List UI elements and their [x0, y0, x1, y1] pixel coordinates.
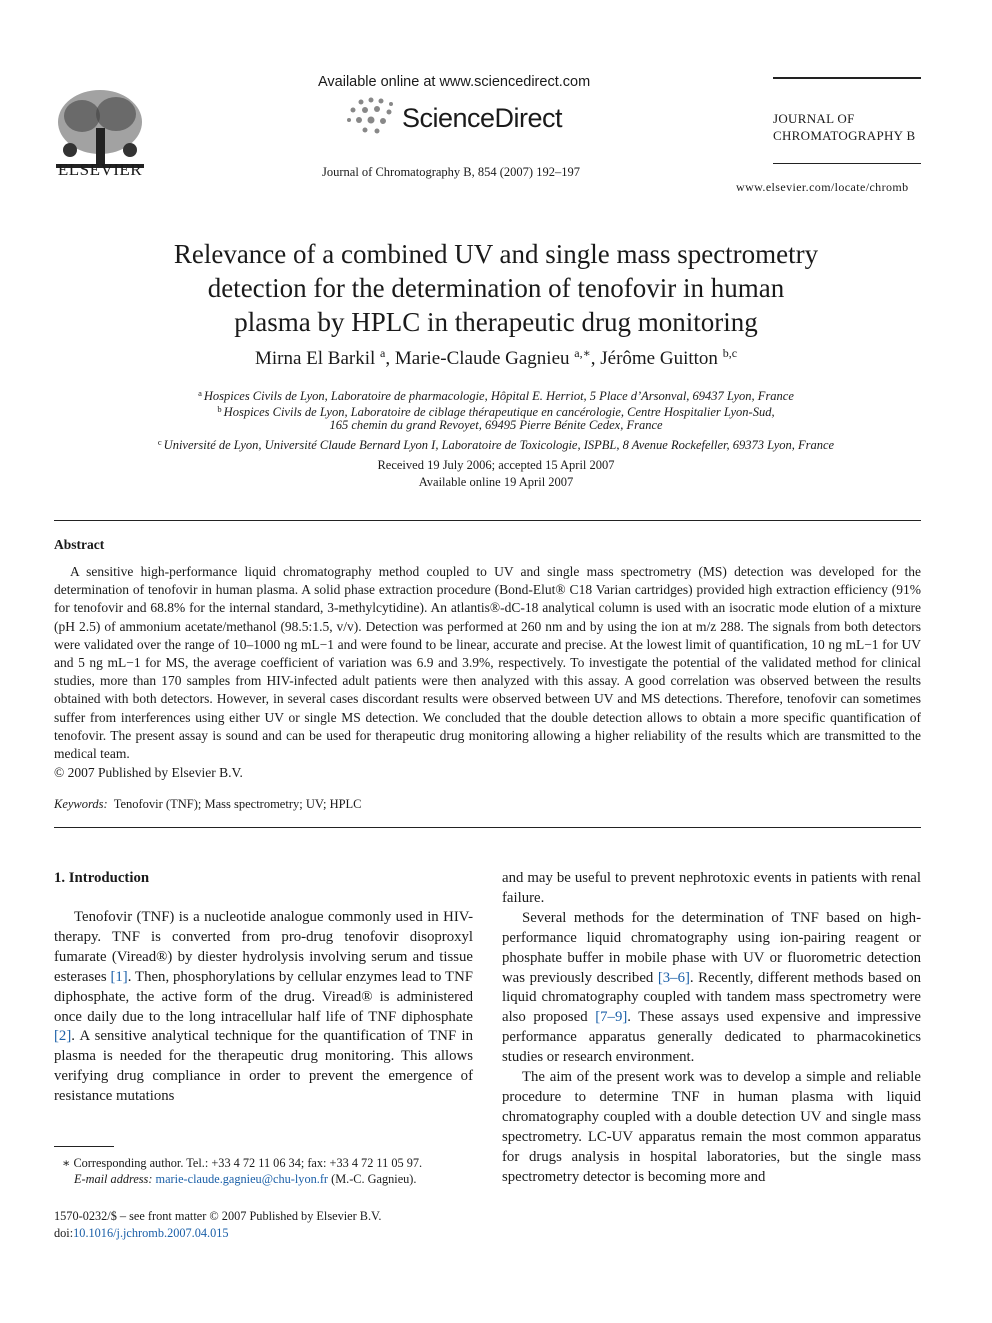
left-column [54, 908, 473, 1107]
section-heading-introduction: 1. Introduction [54, 870, 150, 886]
footnote-corresponding: Corresponding author. Tel.: +33 4 72 11 06 34; fax: +33 4 72 11 05 97. [73, 1156, 423, 1170]
author-affil-sup[interactable]: b,c [722, 346, 738, 360]
title-line2: detection for the determination of tenofovir in human [207, 273, 785, 303]
author-name[interactable]: Marie-Claude Gagnieu [394, 348, 570, 369]
journal-title [773, 110, 915, 144]
journal-citation: Journal of Chromatography B, 854 (2007) 192–197 [322, 165, 580, 179]
affiliation-label: b [217, 404, 222, 414]
affiliation-text: Hospices Civils de Lyon, Laboratoire de pharmacologie, Hôpital E. Herriot, 5 Place d’Arsonval, 69437 Lyon, France [203, 389, 794, 403]
right-column [502, 869, 921, 1188]
journal-rule-top [773, 77, 921, 79]
email-link[interactable]: marie-claude.gagnieu@chu-lyon.fr [155, 1172, 329, 1186]
email-suffix: (M.-C. Gagnieu). [331, 1172, 417, 1186]
title-line1: Relevance of a combined UV and single mass spectrometry [173, 239, 819, 269]
abstract-text: A sensitive high-performance liquid chromatography method coupled to UV and single mass spectrometry (MS) detection was developed for the determination of tenofovir in human plasma. A solid phase extraction procedure (Bond-Elut® C18 Varian cartridges) provided high extraction efficiency (91% for tenofovir and 68.8% for the internal standard, 3-methylcytidine). An atlantis®-dC-18 analytical column is used with an isocratic mode elution of a mixture (pH 2.5) of ammonium acetate/methanol (98.5:1.5, v/v). Detection was performed at 260 nm and by using the ion at m/z 288. The signals from both detectors were validated over the range of 10–1000 ng mL−1 and were found to be linear, accurate and precise. At the lowest limit of quantification, 10 ng mL−1 for UV and 5 ng mL−1 for MS, the average coefficient of variation was 6.9 and 3.9%, respectively. To investigate the potential of the validated method for clinical studies, more than 170 samples from HIV-infected adult patients were then analyzed with this assay. A good correlation was observed between the results obtained with both detectors. However, in several cases discordant results were observed between UV and MS detections. Therefore, tenofovir can sometimes suffer from interferences using either UV or single MS detection. We concluded that the double detection allows to obtain a more specific quantification of tenofovir. The present assay is sound and can be used for therapeutic drug monitoring allowing a higher reliability of the results which are transmitted to the medical team. [54, 564, 921, 762]
affiliation-label: a [198, 388, 202, 398]
journal-title-line1: JOURNAL OF [773, 111, 855, 126]
sciencedirect-wordmark: ScienceDirect [402, 103, 563, 133]
article-title [60, 237, 932, 339]
elsevier-wordmark: ELSEVIER [57, 160, 143, 179]
keywords-label: Keywords: [54, 797, 108, 811]
abstract-heading: Abstract [54, 537, 105, 552]
author-name[interactable]: Mirna El Barkil [254, 348, 376, 369]
author-affil-sup[interactable]: a,∗ [574, 346, 591, 360]
footnote-rule [54, 1146, 114, 1147]
paragraph: The aim of the present work was to develop a simple and reliable procedure to determine TNF in human plasma with liquid chromatography coupled with a double detection UV and single mass spectrometry. LC-UV apparatus remain the most common apparatus for drugs analysis in hospital laboratories, but the single mass spectrometry detector is becoming more and [502, 1069, 921, 1185]
paragraph: Tenofovir (TNF) is a nucleotide analogue commonly used in HIV-therapy. TNF is converted from pro-drug tenofovir disoproxyl fumarate (Viread®) by diester hydrolysis involving serum and tissue esterases [1]. Then, phosphorylations by cellular enzymes lead to TNF diphosphate, the active form of the drug. Viread® is administered once daily due to the long intracellular half life of TNF diphosphate [2]. A sensitive analytical technique for the quantification of TNF in plasma is needed for the therapeutic drug monitoring. This allows verifying drug compliance in order to prevent the emergence of resistance mutations [54, 909, 473, 1105]
affiliation-label: c [157, 437, 162, 447]
author-list: Mirna El Barkil $^a$, Marie-Claude Gagnieu $^{a,∗}$, Jérôme Guitton $^{b,c}$ [254, 346, 738, 369]
journal-rule-bottom [773, 163, 921, 164]
paragraph: and may be useful to prevent nephrotoxic events in patients with renal failure. [502, 870, 921, 906]
affiliation-b-cont: 165 chemin du grand Revoyet, 69495 Pierre Bénite Cedex, France [329, 418, 663, 432]
citation-link[interactable]: [3–6] [657, 969, 690, 986]
keywords-list: Tenofovir (TNF); Mass spectrometry; UV; HPLC [113, 797, 362, 811]
citation-link[interactable]: [7–9] [595, 1009, 628, 1026]
doi-link[interactable]: 10.1016/j.jchromb.2007.04.015 [73, 1225, 229, 1240]
divider-top [54, 520, 921, 521]
doi-label: doi: [54, 1225, 74, 1240]
abstract-copyright: © 2007 Published by Elsevier B.V. [54, 765, 243, 780]
available-date: Available online 19 April 2007 [418, 475, 574, 489]
email-label: E-mail address: [74, 1172, 153, 1186]
paragraph: Several methods for the determination of TNF based on high-performance liquid chromatography using ion-pairing reagent or phosphate buffer in mobile phase with UV or fluorometric detection was previously described [3–6]. Recently, different methods based on liquid chromatography coupled with tandem mass spectrometry were also proposed [7–9]. These assays used expensive and impressive performance apparatus generally dedicated to pharmacokinetics studies or research environment. [502, 909, 921, 1066]
author-name[interactable]: Jérôme Guitton [600, 348, 718, 369]
page-footer [54, 1208, 381, 1241]
received-date: Received 19 July 2006; accepted 15 April 2007 [377, 458, 615, 472]
affiliation-text: Hospices Civils de Lyon, Laboratoire de ciblage thérapeutique en cancérologie, Centre Hospitalier Lyon-Sud, [223, 405, 775, 419]
title-line3: plasma by HPLC in therapeutic drug monitoring [234, 307, 758, 337]
sciencedirect-dots-icon [343, 96, 403, 136]
footnote-star: ∗ [62, 1156, 71, 1170]
journal-title-line2: CHROMATOGRAPHY B [773, 128, 916, 143]
journal-url-link[interactable]: www.elsevier.com/locate/chromb [736, 180, 909, 194]
citation-link[interactable]: [1] [110, 968, 128, 985]
issn-line: 1570-0232/$ – see front matter © 2007 Published by Elsevier B.V. [54, 1209, 382, 1223]
divider-bottom [54, 827, 921, 828]
keywords [54, 797, 362, 812]
doi-line [54, 1225, 381, 1242]
affiliation-text: Université de Lyon, Université Claude Bernard Lyon I, Laboratoire de Toxicologie, ISPBL, 8 Avenue Rockefeller, 69373 Lyon, France [163, 438, 835, 452]
author-affil-sup[interactable]: a [380, 346, 386, 360]
available-online-text[interactable]: Available online at www.sciencedirect.com [318, 74, 591, 90]
footnote [54, 1155, 473, 1187]
citation-link[interactable]: [2] [54, 1028, 72, 1045]
affiliation-c [60, 434, 932, 453]
